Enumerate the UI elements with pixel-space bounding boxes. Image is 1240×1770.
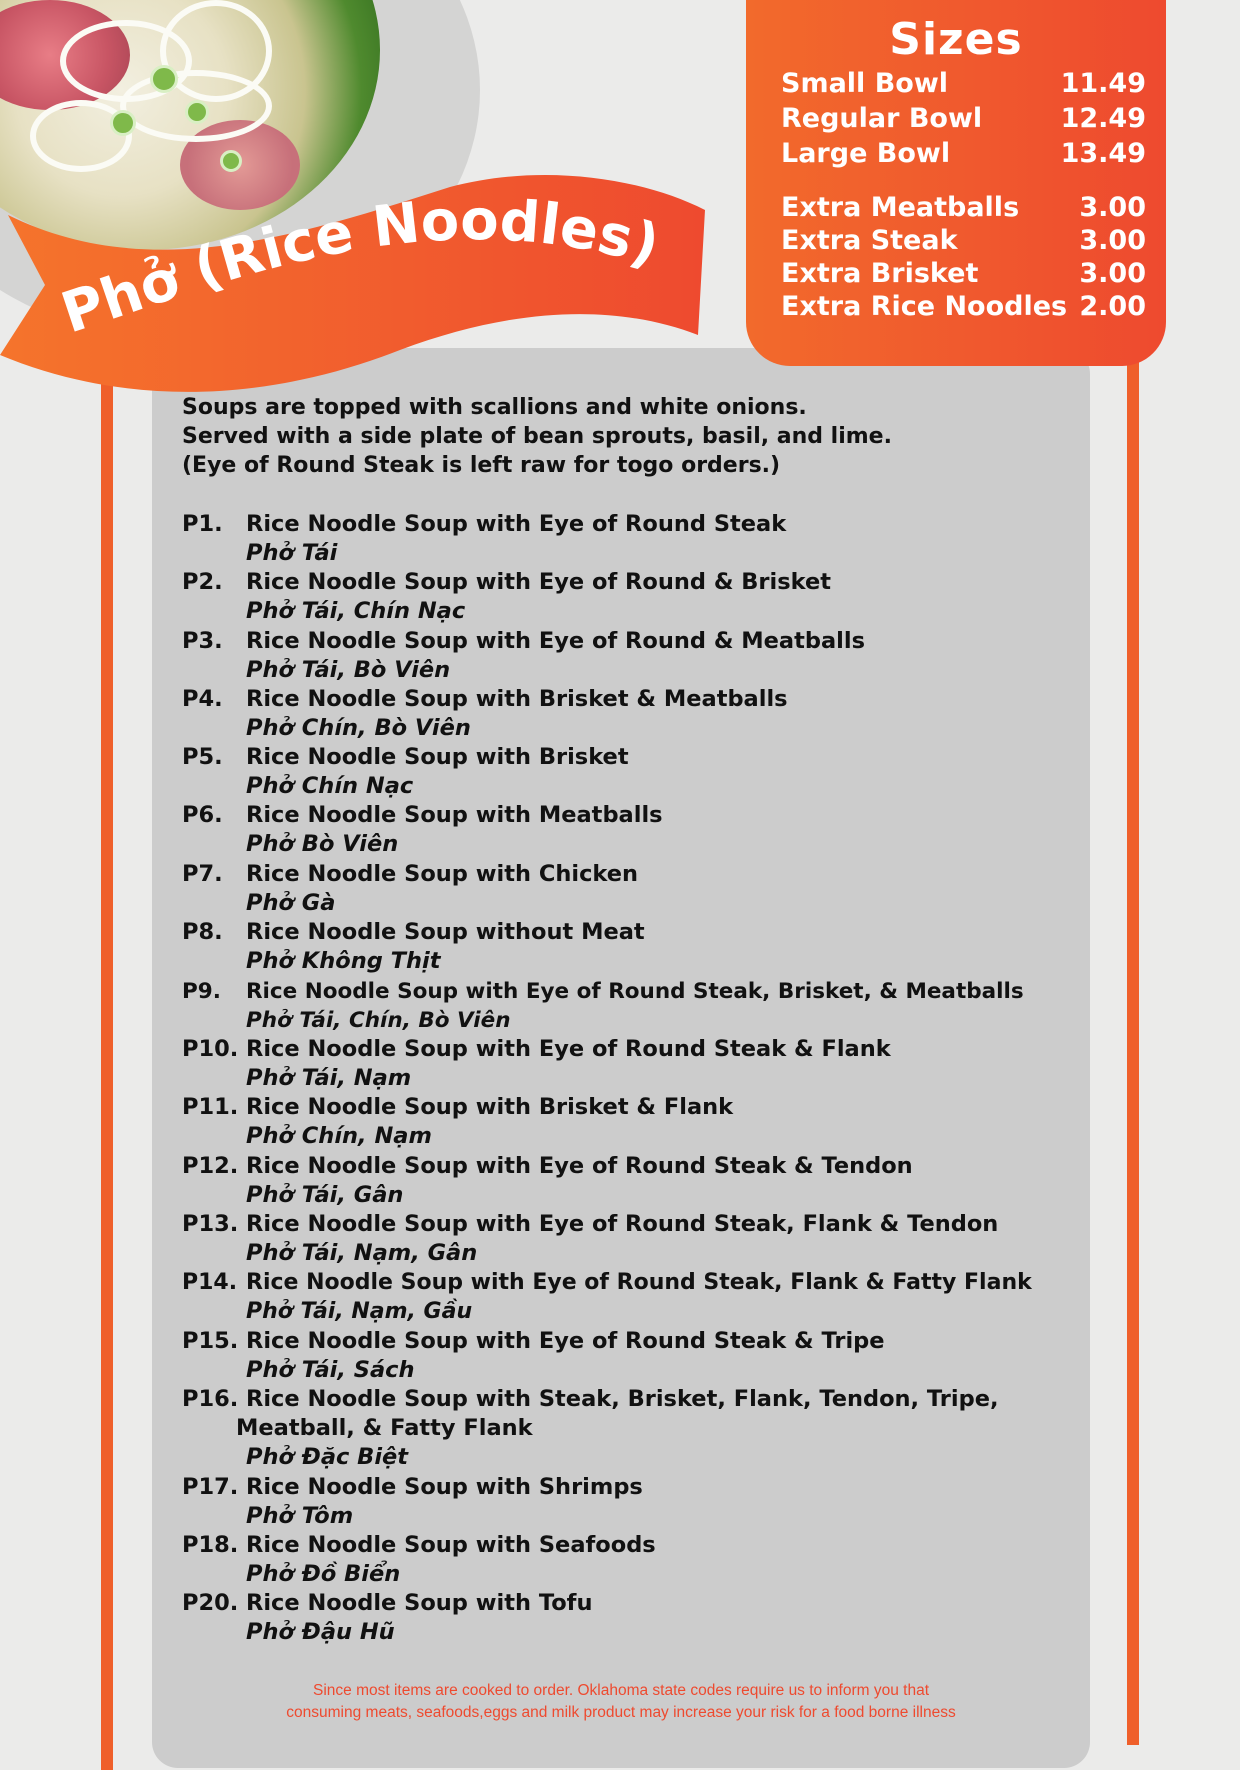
menu-item bbox=[182, 1385, 999, 1472]
item-name: Rice Noodle Soup with Eye of Round Steak, Flank & Fatty Flank bbox=[246, 1270, 1032, 1295]
extra-label: Extra Meatballs bbox=[781, 192, 1020, 223]
extra-row bbox=[781, 192, 1146, 223]
item-viet-name: Phở Tái, Gân bbox=[246, 1182, 404, 1208]
intro-line: Served with a side plate of bean sprouts, basil, and lime. bbox=[182, 424, 892, 449]
right-border-line bbox=[1127, 355, 1139, 1745]
menu-item bbox=[182, 1035, 891, 1093]
title-banner bbox=[0, 165, 720, 405]
extra-price: 2.00 bbox=[1079, 291, 1146, 322]
menu-item bbox=[182, 1531, 656, 1589]
sizes-title: Sizes bbox=[889, 14, 1023, 65]
item-viet-name: Phở Chín, Nạm bbox=[246, 1123, 432, 1149]
item-code: P7. bbox=[182, 861, 223, 887]
extra-label: Extra Rice Noodles bbox=[781, 291, 1068, 322]
item-viet-name: Phở Bò Viên bbox=[246, 831, 399, 857]
item-viet-name: Phở Tôm bbox=[246, 1503, 354, 1529]
size-price: 11.49 bbox=[1060, 68, 1146, 99]
item-name: Rice Noodle Soup with Eye of Round Steak & Tripe bbox=[246, 1328, 885, 1354]
menu-item bbox=[182, 1327, 885, 1385]
item-viet-name: Phở Tái, Nạm, Gầu bbox=[246, 1299, 473, 1324]
item-name: Rice Noodle Soup with Brisket & Flank bbox=[246, 1094, 734, 1120]
item-viet-name: Phở Chín Nạc bbox=[246, 773, 414, 799]
size-price: 12.49 bbox=[1060, 103, 1146, 134]
item-viet-name: Phở Tái, Bò Viên bbox=[246, 657, 451, 683]
extra-label: Extra Brisket bbox=[781, 258, 979, 289]
item-code: P1. bbox=[182, 511, 223, 537]
menu-item bbox=[182, 627, 865, 685]
item-viet-name: Phở Không Thịt bbox=[246, 948, 441, 974]
item-viet-name: Phở Chín, Bò Viên bbox=[246, 715, 471, 741]
item-code: P6. bbox=[182, 802, 223, 828]
item-name: Rice Noodle Soup with Tofu bbox=[246, 1590, 593, 1616]
item-name: Rice Noodle Soup with Eye of Round Steak, Flank & Tendon bbox=[246, 1211, 999, 1237]
menu-item bbox=[182, 918, 645, 976]
notice-line: consuming meats, seafoods,eggs and milk product may increase your risk for a food borne illness bbox=[286, 1704, 956, 1721]
menu-item bbox=[182, 685, 788, 743]
item-code: P15. bbox=[182, 1328, 239, 1354]
menu-intro bbox=[182, 393, 892, 480]
item-viet-name: Phở Tái, Sách bbox=[246, 1357, 415, 1383]
intro-line: (Eye of Round Steak is left raw for togo orders.) bbox=[182, 453, 781, 478]
item-code: P5. bbox=[182, 744, 223, 770]
item-viet-name: Phở Đồ Biển bbox=[246, 1561, 401, 1587]
item-code: P2. bbox=[182, 569, 223, 595]
item-code: P10. bbox=[182, 1036, 239, 1062]
item-name: Rice Noodle Soup with Eye of Round & Meatballs bbox=[246, 628, 865, 654]
menu-item bbox=[182, 860, 638, 918]
item-code: P9. bbox=[182, 979, 221, 1004]
size-label: Small Bowl bbox=[781, 68, 949, 99]
item-name: Rice Noodle Soup with Eye of Round Steak, Brisket, & Meatballs bbox=[246, 979, 1024, 1004]
item-viet-name: Phở Gà bbox=[246, 890, 336, 916]
item-viet-name: Phở Tái, Chín Nạc bbox=[246, 598, 466, 624]
menu-item bbox=[182, 1210, 998, 1268]
intro-line: Soups are topped with scallions and white onions. bbox=[182, 395, 807, 420]
extra-label: Extra Steak bbox=[781, 225, 958, 256]
item-name: Rice Noodle Soup with Brisket bbox=[246, 744, 629, 770]
menu-item bbox=[182, 1589, 592, 1647]
item-code: P16. bbox=[182, 1386, 239, 1412]
item-name: Rice Noodle Soup with Eye of Round Steak & Flank bbox=[246, 1036, 891, 1062]
item-code: P13. bbox=[182, 1211, 239, 1237]
item-viet-name: Phở Tái, Nạm bbox=[246, 1065, 412, 1091]
sizes-box bbox=[746, 0, 1166, 366]
item-name: Rice Noodle Soup with Eye of Round Steak bbox=[246, 511, 787, 537]
menu-item bbox=[182, 510, 786, 568]
menu-item bbox=[182, 1152, 913, 1210]
item-code: P17. bbox=[182, 1474, 239, 1500]
extra-row bbox=[781, 225, 1146, 256]
size-row bbox=[781, 138, 1146, 169]
item-name: Rice Noodle Soup with Shrimps bbox=[246, 1474, 643, 1500]
item-code: P12. bbox=[182, 1153, 239, 1179]
item-viet-name: Phở Đặc Biệt bbox=[246, 1444, 409, 1470]
onion-ring bbox=[160, 0, 272, 102]
size-row bbox=[781, 68, 1146, 99]
extra-row bbox=[781, 258, 1146, 289]
item-viet-name: Phở Đậu Hũ bbox=[246, 1619, 395, 1645]
size-row bbox=[781, 103, 1146, 134]
left-border-line bbox=[101, 380, 113, 1770]
item-name: Rice Noodle Soup with Eye of Round Steak & Tendon bbox=[246, 1153, 913, 1179]
extra-price: 3.00 bbox=[1079, 225, 1146, 256]
item-code: P11. bbox=[182, 1094, 239, 1120]
item-code: P20. bbox=[182, 1590, 239, 1616]
item-viet-name: Phở Tái, Nạm, Gân bbox=[246, 1240, 478, 1266]
menu-item bbox=[182, 743, 629, 801]
page-title: Phở (Rice Noodles) bbox=[53, 188, 667, 347]
item-name: Rice Noodle Soup with Steak, Brisket, Flank, Tendon, Tripe, bbox=[246, 1386, 999, 1412]
extra-row bbox=[781, 291, 1146, 322]
menu-item bbox=[182, 1093, 733, 1151]
extra-price: 3.00 bbox=[1079, 258, 1146, 289]
scallion bbox=[110, 110, 136, 136]
item-name: Rice Noodle Soup with Meatballs bbox=[246, 802, 663, 828]
item-code: P18. bbox=[182, 1532, 239, 1558]
notice-line: Since most items are cooked to order. Oklahoma state codes require us to inform you that bbox=[313, 1682, 929, 1699]
menu-item bbox=[182, 977, 1024, 1035]
size-label: Regular Bowl bbox=[781, 103, 983, 134]
item-name-continued: Meatball, & Fatty Flank bbox=[236, 1415, 533, 1441]
menu-item bbox=[182, 1268, 1032, 1326]
item-viet-name: Phở Tái, Chín, Bò Viên bbox=[246, 1008, 511, 1033]
size-label: Large Bowl bbox=[781, 138, 951, 169]
item-name: Rice Noodle Soup with Seafoods bbox=[246, 1532, 656, 1558]
size-price: 13.49 bbox=[1060, 138, 1146, 169]
extra-price: 3.00 bbox=[1079, 192, 1146, 223]
item-name: Rice Noodle Soup with Chicken bbox=[246, 861, 639, 887]
item-name: Rice Noodle Soup with Brisket & Meatballs bbox=[246, 686, 788, 712]
item-viet-name: Phở Tái bbox=[246, 540, 338, 566]
item-name: Rice Noodle Soup without Meat bbox=[246, 919, 645, 945]
menu-item bbox=[182, 568, 831, 626]
scallion bbox=[185, 100, 209, 124]
item-name: Rice Noodle Soup with Eye of Round & Brisket bbox=[246, 569, 831, 595]
item-code: P3. bbox=[182, 628, 223, 654]
menu-item bbox=[182, 801, 663, 859]
food-safety-notice bbox=[152, 1680, 1090, 1724]
scallion bbox=[150, 65, 178, 93]
item-code: P8. bbox=[182, 919, 223, 945]
item-code: P4. bbox=[182, 686, 223, 712]
item-code: P14. bbox=[182, 1270, 238, 1295]
menu-item bbox=[182, 1473, 643, 1531]
